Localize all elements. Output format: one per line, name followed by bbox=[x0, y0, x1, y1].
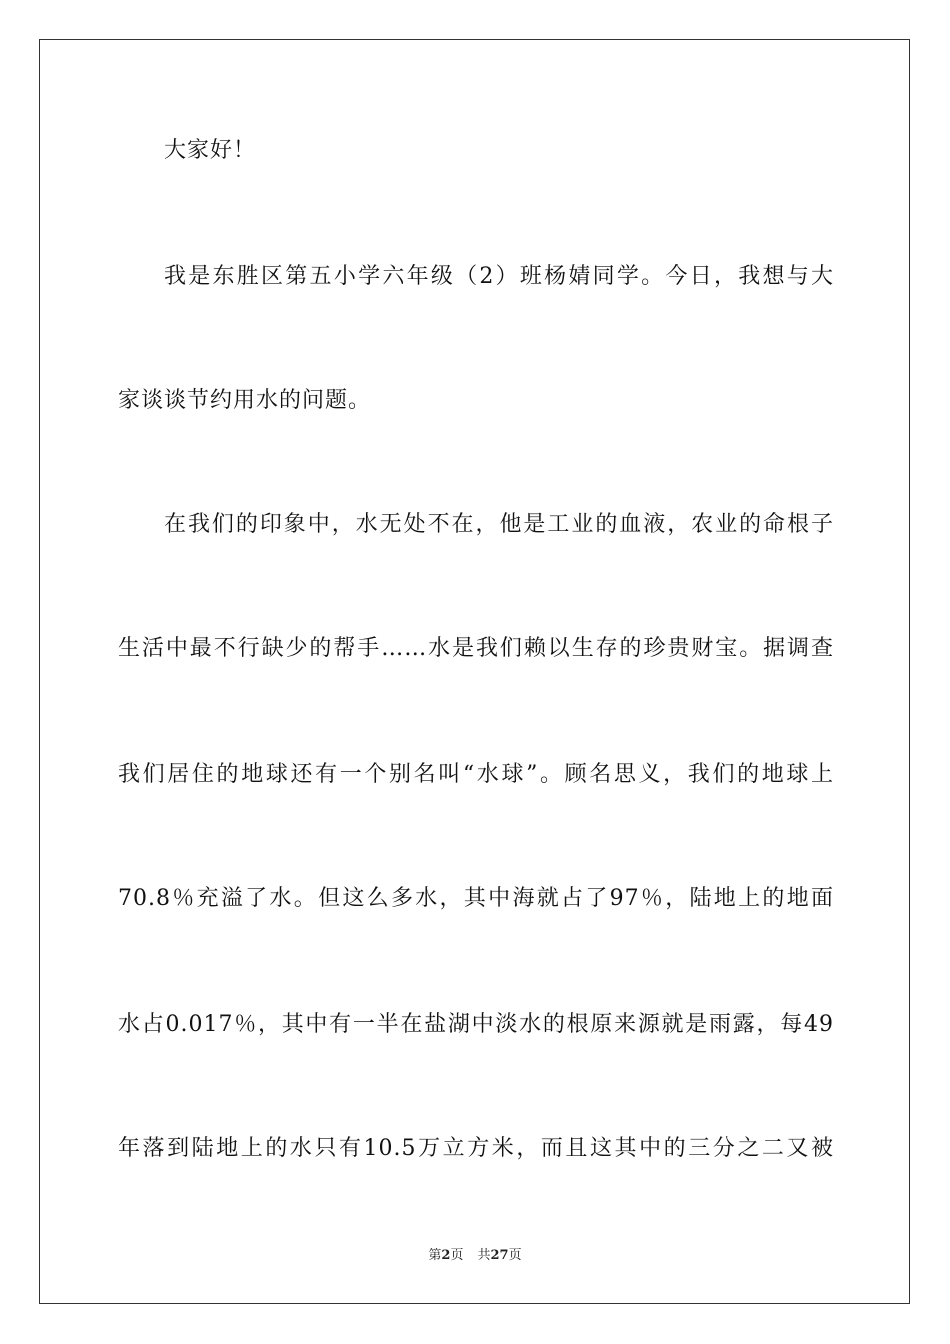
paragraph-line: 年落到陆地上的水只有10.5万立方米，而且这其中的三分之二又被 bbox=[118, 1136, 834, 1161]
total-prefix: 共 bbox=[477, 1248, 491, 1263]
paragraph-line: 我们居住的地球还有一个别名叫“水球”。顾名思义，我们的地球上 bbox=[118, 762, 834, 787]
paragraph-line: 我是东胜区第五小学六年级（2）班杨婧同学。今日，我想与大 bbox=[164, 264, 834, 289]
page-prefix: 第 bbox=[428, 1248, 442, 1263]
page-footer bbox=[0, 1247, 950, 1265]
paragraph-line: 70.8％充溢了水。但这么多水，其中海就占了97％，陆地上的地面 bbox=[118, 886, 834, 911]
page-current-number: 2 bbox=[441, 1248, 451, 1263]
paragraph-line: 水占0.017％，其中有一半在盐湖中淡水的根原来源就是雨露，每49 bbox=[118, 1012, 834, 1037]
total-unit: 页 bbox=[508, 1248, 522, 1263]
greeting-line: 大家好！ bbox=[164, 138, 257, 163]
paragraph-line: 在我们的印象中，水无处不在，他是工业的血液，农业的命根子 bbox=[164, 512, 834, 537]
page-unit: 页 bbox=[450, 1248, 464, 1263]
paragraph-line: 生活中最不行缺少的帮手……水是我们赖以生存的珍贵财宝。据调查 bbox=[118, 636, 834, 661]
paragraph-line: 家谈谈节约用水的问题。 bbox=[118, 388, 372, 413]
page-border bbox=[39, 39, 910, 1304]
page-total-number: 27 bbox=[490, 1248, 509, 1263]
